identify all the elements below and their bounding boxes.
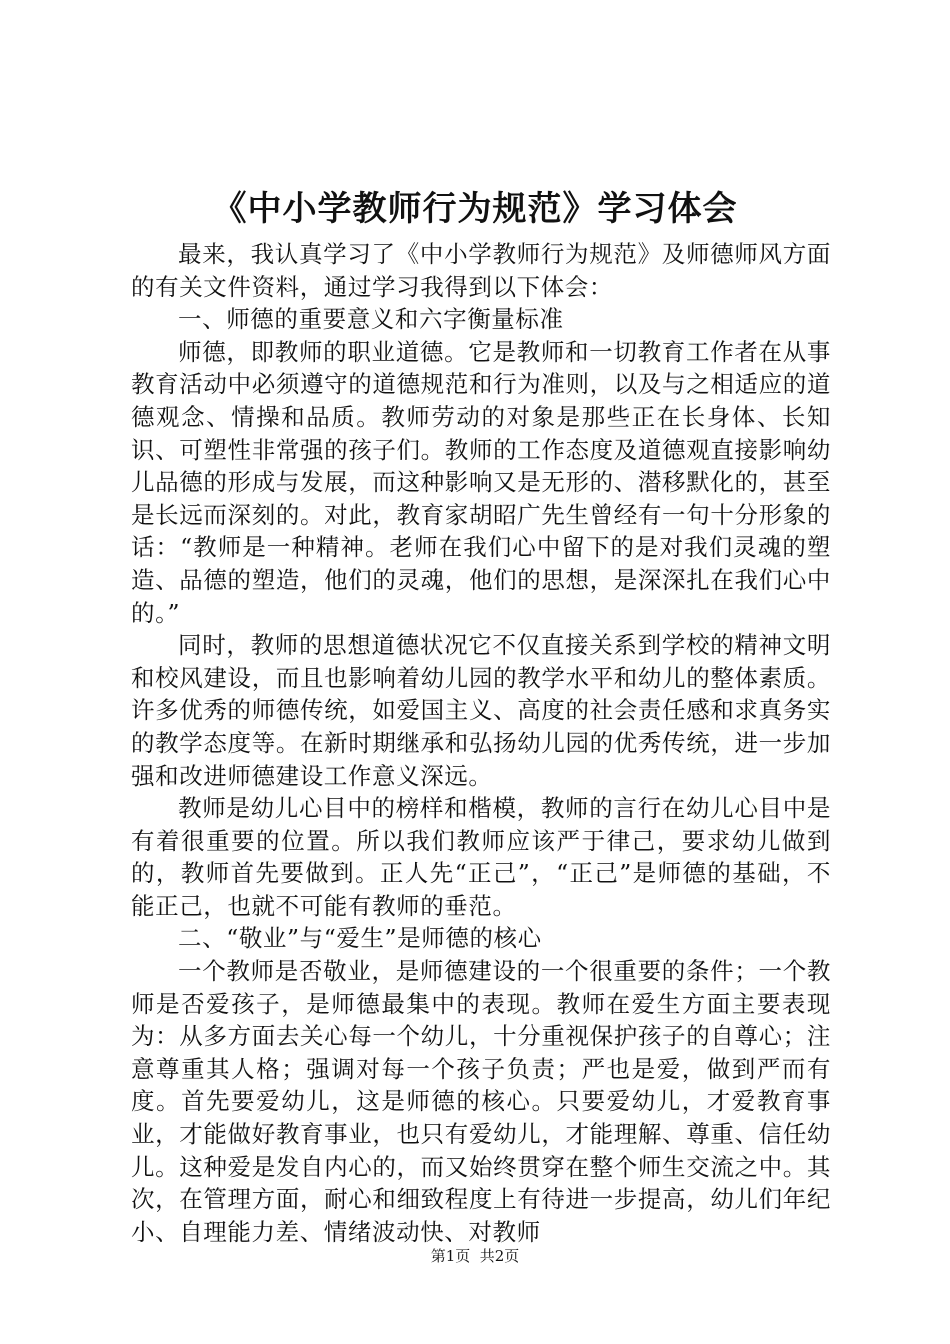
- document-body: [131, 238, 831, 1248]
- paragraph-role-model: 教师是幼儿心目中的榜样和楷模，教师的言行在幼儿心目中是有着很重要的位置。所以我们教师应该严于律己，要求幼儿做到的，教师首先要做到。正人先“正己”，“正己”是师德的基础，不能正己，也就不可能有教师的垂范。: [131, 794, 831, 920]
- section-heading-2: 二、“敬业”与“爱生”是师德的核心: [178, 924, 542, 953]
- page-number-label: 第1页 共2页: [430, 1247, 520, 1265]
- document-title: 《中小学教师行为规范》学习体会: [212, 189, 738, 229]
- paragraph-teacher-ethics-definition: 师德，即教师的职业道德。它是教师和一切教育工作者在从事教育活动中必须遵守的道德规范和行为准则，以及与之相适应的道德观念、情操和品质。教师劳动的对象是那些正在长身体、长知识、可塑性非常强的孩子们。教师的工作态度及道德观直接影响幼儿品德的形成与发展，而这种影响又是无形的、潜移默化的，甚至是长远而深刻的。对此，教育家胡昭广先生曾经有一句十分形象的话：“教师是一种精神。老师在我们心中留下的是对我们灵魂的塑造、品德的塑造，他们的灵魂，他们的思想，是深深扎在我们心中的。”: [131, 337, 831, 627]
- page-footer: [0, 1245, 950, 1267]
- paragraph-intro: 最来，我认真学习了《中小学教师行为规范》及师德师风方面的有关文件资料，通过学习我得到以下体会：: [131, 240, 831, 301]
- paragraph-teacher-ethics-impact: 同时，教师的思想道德状况它不仅直接关系到学校的精神文明和校风建设，而且也影响着幼儿园的教学水平和幼儿的整体素质。许多优秀的师德传统，如爱国主义、高度的社会责任感和求真务实的教学态度等。在新时期继承和弘扬幼儿园的优秀传统，进一步加强和改进师德建设工作意义深远。: [131, 631, 831, 790]
- section-heading-1: 一、师德的重要意义和六字衡量标准: [178, 305, 564, 334]
- paragraph-dedication-love: 一个教师是否敬业，是师德建设的一个很重要的条件；一个教师是否爱孩子，是师德最集中的表现。教师在爱生方面主要表现为：从多方面去关心每一个幼儿，十分重视保护孩子的自尊心；注意尊重其人格；强调对每一个孩子负责；严也是爱，做到严而有度。首先要爱幼儿，这是师德的核心。只要爱幼儿，才爱教育事业，才能做好教育事业，也只有爱幼儿，才能理解、尊重、信任幼儿。这种爱是发自内心的，而又始终贯穿在整个师生交流之中。其次，在管理方面，耐心和细致程度上有待进一步提高，幼儿们年纪小、自理能力差、情绪波动快、对教师: [131, 957, 831, 1246]
